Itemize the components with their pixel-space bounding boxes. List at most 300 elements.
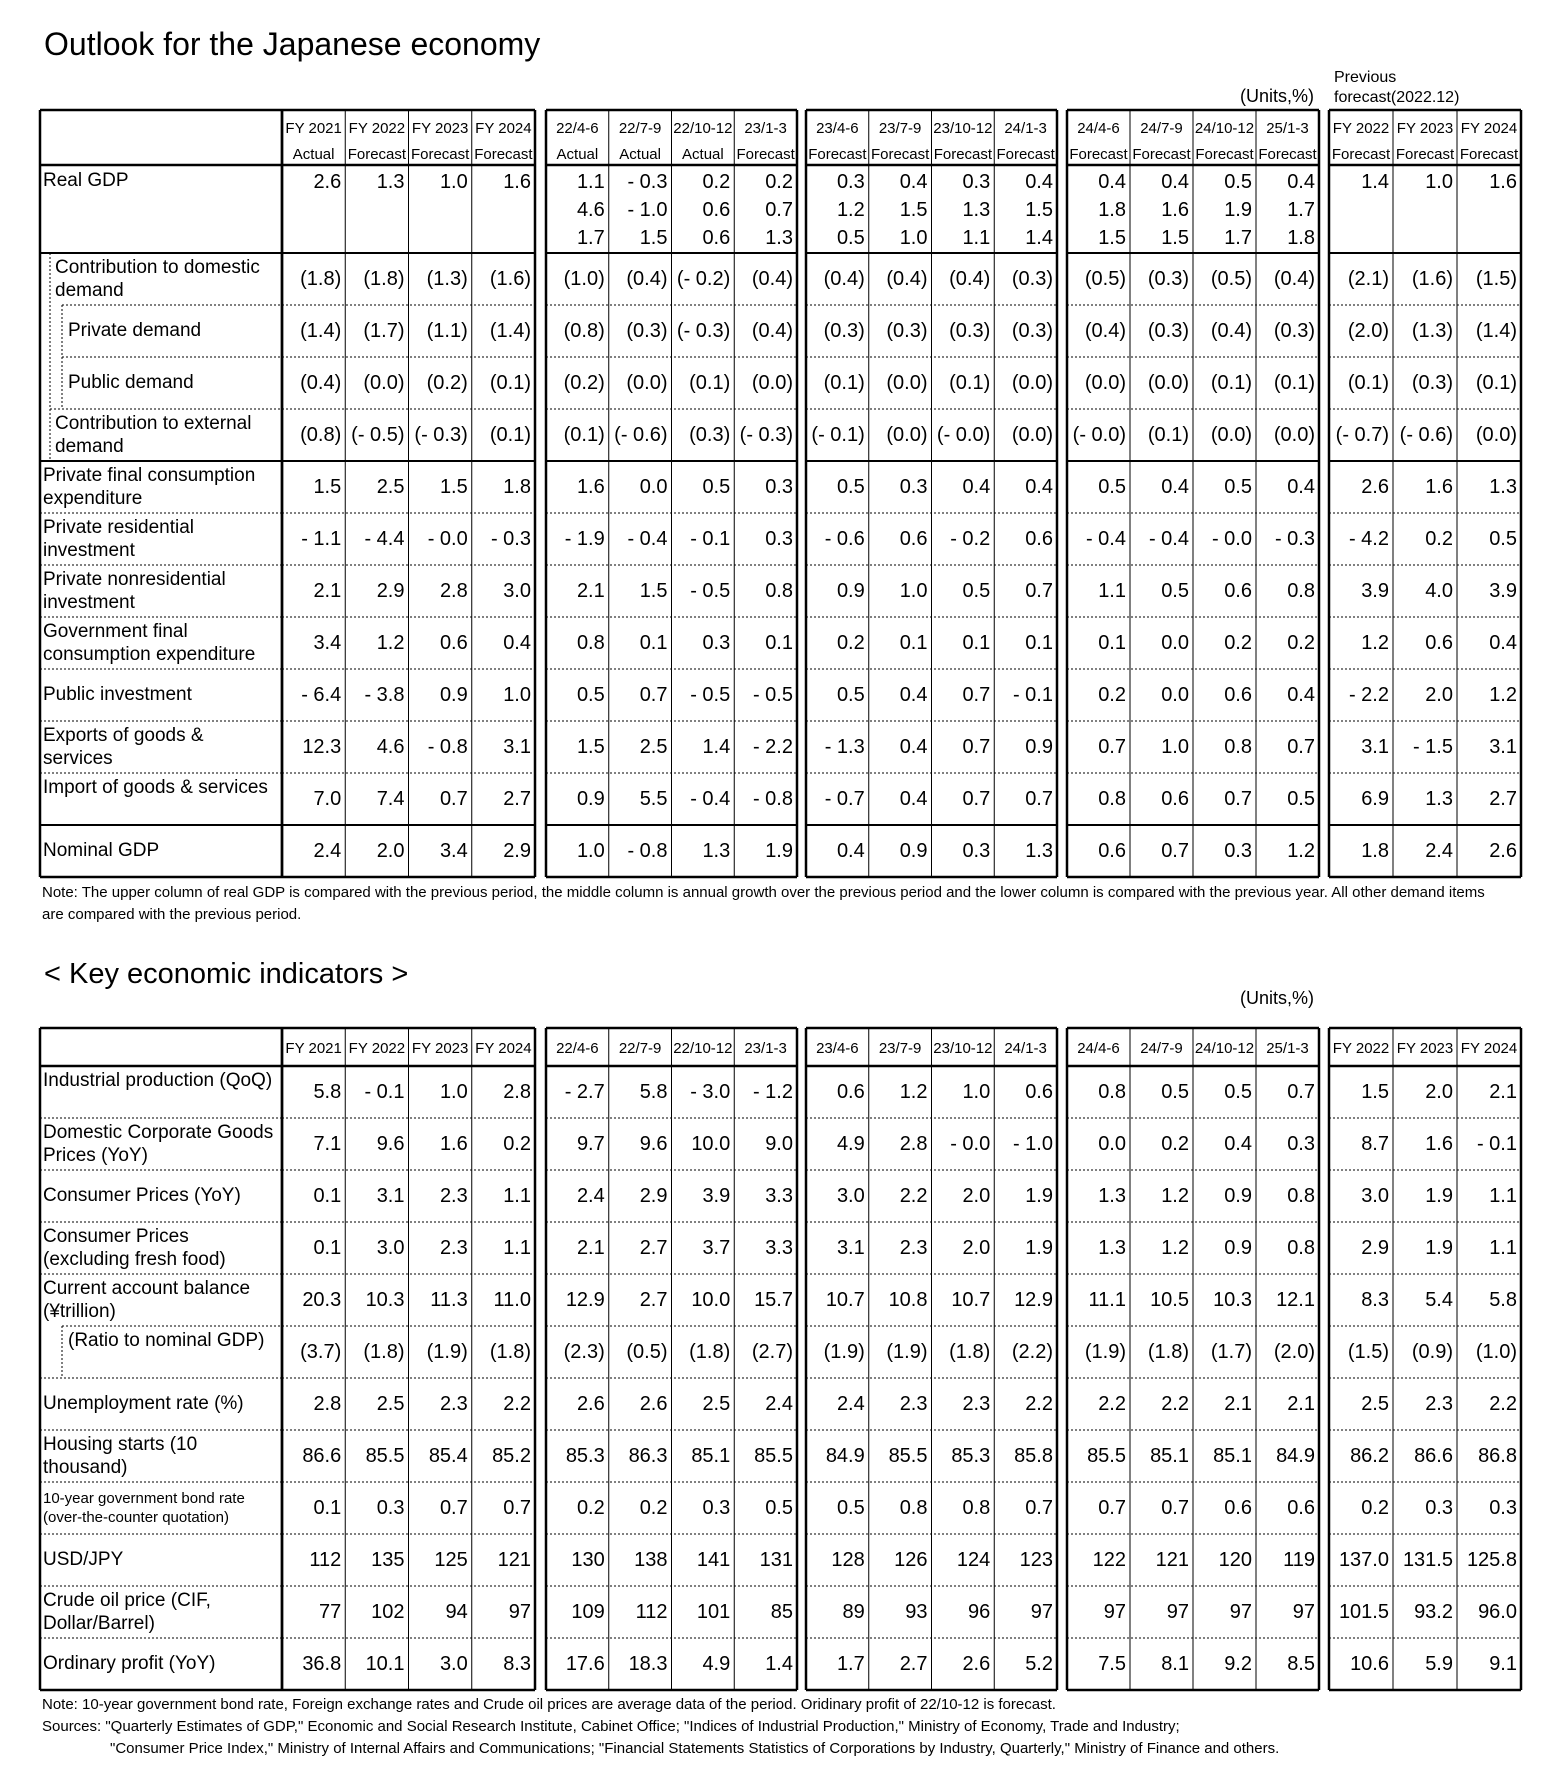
col-header-period: FY 2022: [348, 120, 406, 137]
col-header-period: FY 2022: [1332, 1040, 1390, 1057]
value-cell: - 0.1: [364, 1081, 405, 1103]
value-cell: 94: [445, 1601, 468, 1623]
row-label: Nominal GDP: [43, 840, 160, 861]
value-cell: (2.0): [1347, 320, 1389, 342]
value-cell: - 0.4: [690, 788, 731, 810]
col-header-period: 23/4-6: [816, 120, 859, 137]
col-header-period: FY 2023: [1396, 120, 1454, 137]
value-cell: - 0.0: [427, 528, 468, 550]
value-cell: 2.3: [1425, 1393, 1453, 1415]
value-cell: 1.6: [1425, 1133, 1453, 1155]
value-cell: 1.1: [503, 1237, 531, 1259]
value-cell: 141: [696, 1549, 731, 1571]
value-cell: (0.0): [626, 372, 668, 394]
value-cell: 12.9: [1014, 1289, 1053, 1311]
value-cell: (0.3): [886, 320, 928, 342]
value-cell: (0.4): [949, 268, 991, 290]
value-cell: (0.3): [949, 320, 991, 342]
value-cell: 0.7: [962, 788, 991, 810]
row-label: Ordinary profit (YoY): [43, 1653, 216, 1674]
row-label: Current account balance (¥trillion): [43, 1278, 251, 1322]
value-cell: 125: [434, 1549, 468, 1571]
col-header-status: Forecast: [1195, 146, 1254, 163]
value-cell: 10.7: [825, 1289, 865, 1311]
value-cell: 3.4: [439, 840, 468, 862]
value-cell: 8.5: [1287, 1653, 1315, 1675]
value-cell: 2.3: [439, 1237, 468, 1259]
value-cell: (2.0): [1273, 1341, 1315, 1363]
value-cell: 0.4: [899, 171, 928, 193]
col-header-period: 24/10-12: [1194, 120, 1255, 137]
value-cell: 122: [1092, 1549, 1126, 1571]
value-cell: (1.7): [1210, 1341, 1252, 1363]
row-label: Import of goods & services: [43, 777, 268, 798]
row-label: 10-year government bond rate (over-the-counter quotation): [43, 1490, 245, 1526]
value-cell: 10.7: [951, 1289, 991, 1311]
value-cell: 85.1: [691, 1445, 731, 1467]
value-cell: 0.7: [1025, 580, 1053, 602]
value-cell: 0.7: [1025, 788, 1053, 810]
value-cell: (0.1): [949, 372, 991, 394]
value-cell: 1.2: [836, 199, 865, 221]
value-cell: 0.6: [1224, 684, 1252, 706]
value-cell: 85.4: [428, 1445, 468, 1467]
value-cell: 0.1: [313, 1185, 342, 1207]
value-cell: 1.3: [702, 840, 731, 862]
value-cell: 0.7: [1098, 736, 1126, 758]
value-cell: 2.2: [1025, 1393, 1053, 1415]
col-header-status: Forecast: [736, 146, 795, 163]
value-cell: (0.4): [886, 268, 928, 290]
value-cell: 0.3: [1287, 1133, 1315, 1155]
value-cell: 0.5: [1224, 1081, 1252, 1103]
value-cell: 1.5: [1025, 199, 1053, 221]
value-cell: - 0.4: [1148, 528, 1189, 550]
value-cell: - 0.5: [690, 580, 731, 602]
col-header-period: 24/4-6: [1077, 1040, 1120, 1057]
value-cell: 0.2: [1224, 632, 1252, 654]
value-cell: - 3.0: [690, 1081, 731, 1103]
col-header-period: 23/1-3: [744, 1040, 787, 1057]
value-cell: 1.5: [1098, 227, 1126, 249]
value-cell: (0.0): [1084, 372, 1126, 394]
value-cell: 85.5: [754, 1445, 793, 1467]
value-cell: (0.1): [1273, 372, 1315, 394]
note-1: Note: The upper column of real GDP is compared with the previous period, the middle column is annual growth over the previous period and the lower column is compared with the previous year. All other demand items are compared with the previous period.: [42, 884, 1485, 923]
value-cell: (1.0): [563, 268, 605, 290]
value-cell: 0.4: [962, 476, 991, 498]
col-header-status: Actual: [682, 146, 724, 163]
value-cell: 1.3: [765, 227, 793, 249]
row-label: Government final consumption expenditure: [43, 621, 256, 665]
value-cell: (0.1): [489, 372, 531, 394]
value-cell: 0.7: [1025, 1497, 1053, 1519]
value-cell: 9.2: [1224, 1653, 1252, 1675]
value-cell: (0.3): [1273, 320, 1315, 342]
value-cell: 0.5: [1098, 476, 1126, 498]
value-cell: 2.5: [1361, 1393, 1389, 1415]
value-cell: 0.3: [899, 476, 928, 498]
value-cell: - 6.4: [301, 684, 342, 706]
value-cell: 2.4: [1425, 840, 1453, 862]
value-cell: 0.2: [1425, 528, 1453, 550]
value-cell: 121: [497, 1549, 531, 1571]
value-cell: 0.7: [765, 199, 793, 221]
value-cell: 97: [1103, 1601, 1126, 1623]
value-cell: 0.2: [765, 171, 793, 193]
value-cell: 3.3: [765, 1237, 793, 1259]
value-cell: - 0.3: [490, 528, 531, 550]
value-cell: 5.8: [639, 1081, 668, 1103]
value-cell: 2.0: [1425, 684, 1453, 706]
value-cell: 1.6: [576, 476, 605, 498]
value-cell: (- 0.3): [414, 424, 468, 446]
value-cell: 1.3: [1098, 1237, 1126, 1259]
value-cell: 2.8: [313, 1393, 342, 1415]
value-cell: - 1.3: [824, 736, 865, 758]
value-cell: (0.1): [489, 424, 531, 446]
value-cell: 135: [371, 1549, 405, 1571]
value-cell: 1.9: [1425, 1237, 1453, 1259]
value-cell: (1.8): [363, 1341, 405, 1363]
value-cell: 2.6: [639, 1393, 668, 1415]
value-cell: 2.7: [639, 1237, 668, 1259]
value-cell: (1.6): [1411, 268, 1453, 290]
value-cell: 97: [1030, 1601, 1053, 1623]
value-cell: 0.1: [1098, 632, 1126, 654]
value-cell: (0.4): [751, 320, 793, 342]
value-cell: 2.2: [1098, 1393, 1126, 1415]
value-cell: 9.7: [576, 1133, 605, 1155]
row-label: Private nonresidential investment: [43, 569, 226, 613]
col-header-period: 25/1-3: [1266, 1040, 1309, 1057]
value-cell: 1.0: [962, 1081, 991, 1103]
value-cell: 84.9: [825, 1445, 865, 1467]
value-cell: 102: [371, 1601, 405, 1623]
value-cell: 0.7: [439, 1497, 468, 1519]
value-cell: 0.3: [1489, 1497, 1517, 1519]
value-cell: 18.3: [628, 1653, 668, 1675]
value-cell: - 2.2: [1348, 684, 1389, 706]
col-header-period: 23/10-12: [933, 120, 993, 137]
value-cell: 1.4: [1025, 227, 1053, 249]
value-cell: (1.9): [426, 1341, 468, 1363]
value-cell: (1.4): [1475, 320, 1517, 342]
value-cell: 2.8: [503, 1081, 531, 1103]
value-cell: (1.9): [886, 1341, 928, 1363]
value-cell: 0.3: [376, 1497, 405, 1519]
value-cell: - 2.7: [564, 1081, 605, 1103]
value-cell: 2.7: [899, 1653, 928, 1675]
value-cell: 86.6: [1414, 1445, 1453, 1467]
value-cell: 0.7: [1287, 1081, 1315, 1103]
value-cell: 0.2: [1098, 684, 1126, 706]
value-cell: (- 0.6): [1399, 424, 1453, 446]
value-cell: 2.0: [962, 1185, 991, 1207]
value-cell: 20.3: [302, 1289, 342, 1311]
value-cell: (0.3): [626, 320, 668, 342]
value-cell: (0.5): [1210, 268, 1252, 290]
value-cell: 0.3: [1425, 1497, 1453, 1519]
value-cell: (0.3): [1411, 372, 1453, 394]
value-cell: 2.7: [1489, 788, 1517, 810]
value-cell: (0.5): [1084, 268, 1126, 290]
col-header-period: 25/1-3: [1266, 120, 1309, 137]
value-cell: 0.4: [1224, 1133, 1252, 1155]
value-cell: 3.9: [1489, 580, 1517, 602]
value-cell: (0.4): [626, 268, 668, 290]
value-cell: 0.4: [1161, 476, 1189, 498]
value-cell: - 1.5: [1412, 736, 1453, 758]
value-cell: 1.1: [503, 1185, 531, 1207]
value-cell: 1.3: [1425, 788, 1453, 810]
value-cell: 1.0: [576, 840, 605, 862]
value-cell: 1.7: [1224, 227, 1252, 249]
value-cell: 0.3: [962, 171, 991, 193]
col-header-period: 24/7-9: [1140, 1040, 1183, 1057]
col-header-period: FY 2022: [348, 1040, 406, 1057]
value-cell: (0.1): [1147, 424, 1189, 446]
col-header-period: 22/10-12: [673, 120, 733, 137]
col-header-status: Actual: [619, 146, 661, 163]
value-cell: 10.1: [365, 1653, 405, 1675]
value-cell: 2.8: [439, 580, 468, 602]
value-cell: 0.5: [836, 684, 865, 706]
value-cell: 1.0: [1161, 736, 1189, 758]
value-cell: 2.9: [639, 1185, 668, 1207]
value-cell: 0.6: [1025, 528, 1053, 550]
col-header-status: Forecast: [1069, 146, 1128, 163]
value-cell: 0.5: [962, 580, 991, 602]
value-cell: 119: [1283, 1549, 1315, 1571]
value-cell: (- 0.5): [351, 424, 405, 446]
value-cell: - 0.0: [1211, 528, 1252, 550]
col-header-period: FY 2023: [1396, 1040, 1454, 1057]
value-cell: (0.1): [1347, 372, 1389, 394]
value-cell: (1.4): [300, 320, 342, 342]
value-cell: 11.1: [1088, 1289, 1126, 1311]
value-cell: (0.4): [1210, 320, 1252, 342]
value-cell: 0.3: [702, 1497, 731, 1519]
value-cell: 5.8: [313, 1081, 342, 1103]
col-header-period: 24/7-9: [1140, 120, 1183, 137]
col-header-period: 24/10-12: [1194, 1040, 1255, 1057]
value-cell: 0.2: [1161, 1133, 1189, 1155]
row-label: Private demand: [68, 320, 202, 341]
col-header-period: 23/10-12: [933, 1040, 993, 1057]
value-cell: 1.6: [503, 171, 531, 193]
value-cell: 4.9: [836, 1133, 865, 1155]
value-cell: 1.5: [639, 580, 668, 602]
col-header-period: 23/4-6: [816, 1040, 859, 1057]
value-cell: 130: [571, 1549, 605, 1571]
value-cell: (0.0): [1210, 424, 1252, 446]
value-cell: 0.3: [836, 171, 865, 193]
value-cell: - 0.0: [950, 1133, 991, 1155]
value-cell: (- 0.1): [811, 424, 865, 446]
value-cell: 97: [1229, 1601, 1252, 1623]
value-cell: 131.5: [1402, 1549, 1453, 1571]
value-cell: (0.8): [300, 424, 342, 446]
value-cell: 0.7: [1161, 1497, 1189, 1519]
value-cell: 0.3: [962, 840, 991, 862]
row-label: Real GDP: [43, 170, 129, 191]
value-cell: (- 0.3): [739, 424, 793, 446]
value-cell: 0.9: [1224, 1237, 1252, 1259]
value-cell: 1.6: [1489, 171, 1517, 193]
value-cell: 9.1: [1489, 1653, 1517, 1675]
col-header-status: Forecast: [474, 146, 533, 163]
col-header-period: FY 2024: [1460, 120, 1518, 137]
value-cell: 7.1: [313, 1133, 342, 1155]
value-cell: (0.0): [1011, 424, 1053, 446]
value-cell: (3.7): [300, 1341, 342, 1363]
value-cell: 96: [968, 1601, 991, 1623]
value-cell: 12.9: [565, 1289, 605, 1311]
value-cell: 1.0: [899, 227, 928, 249]
value-cell: 1.3: [962, 199, 991, 221]
value-cell: 0.4: [1025, 476, 1053, 498]
value-cell: 1.1: [576, 171, 605, 193]
value-cell: 128: [831, 1549, 865, 1571]
value-cell: (0.1): [689, 372, 731, 394]
value-cell: 89: [842, 1601, 865, 1623]
value-cell: 0.7: [962, 736, 991, 758]
value-cell: (0.1): [1475, 372, 1517, 394]
value-cell: (2.2): [1011, 1341, 1053, 1363]
value-cell: 10.5: [1150, 1289, 1189, 1311]
value-cell: 0.2: [639, 1497, 668, 1519]
value-cell: 0.6: [1098, 840, 1126, 862]
value-cell: - 1.9: [564, 528, 605, 550]
value-cell: 0.2: [1361, 1497, 1389, 1519]
value-cell: 85.8: [1014, 1445, 1053, 1467]
value-cell: 1.5: [576, 736, 605, 758]
row-label: Industrial production (QoQ): [43, 1070, 273, 1091]
value-cell: 3.1: [1489, 736, 1517, 758]
value-cell: 93: [905, 1601, 928, 1623]
value-cell: 0.7: [1224, 788, 1252, 810]
value-cell: (0.4): [823, 268, 865, 290]
value-cell: 0.0: [1161, 632, 1189, 654]
value-cell: 126: [894, 1549, 928, 1571]
row-label: USD/JPY: [43, 1549, 124, 1570]
value-cell: 9.0: [765, 1133, 793, 1155]
value-cell: 2.4: [576, 1185, 605, 1207]
value-cell: 0.6: [1224, 580, 1252, 602]
value-cell: 9.6: [376, 1133, 405, 1155]
value-cell: (0.0): [886, 424, 928, 446]
value-cell: 1.0: [439, 1081, 468, 1103]
value-cell: 0.1: [313, 1497, 342, 1519]
value-cell: 0.1: [1025, 632, 1053, 654]
value-cell: 1.1: [1489, 1237, 1517, 1259]
outlook-title: Outlook for the Japanese economy: [44, 26, 541, 62]
value-cell: 1.9: [1025, 1185, 1053, 1207]
value-cell: 4.0: [1425, 580, 1453, 602]
value-cell: 0.5: [1287, 788, 1315, 810]
value-cell: 86.8: [1478, 1445, 1517, 1467]
value-cell: 11.0: [493, 1289, 531, 1311]
value-cell: - 3.8: [364, 684, 405, 706]
value-cell: 0.8: [1287, 1237, 1315, 1259]
value-cell: - 0.7: [824, 788, 865, 810]
value-cell: (2.3): [563, 1341, 605, 1363]
value-cell: 0.7: [1098, 1497, 1126, 1519]
row-label: (Ratio to nominal GDP): [68, 1330, 265, 1351]
value-cell: (0.0): [1011, 372, 1053, 394]
value-cell: 3.9: [1361, 580, 1389, 602]
value-cell: 1.0: [1425, 171, 1453, 193]
value-cell: 17.6: [565, 1653, 605, 1675]
value-cell: - 0.3: [627, 171, 668, 193]
value-cell: - 0.1: [1476, 1133, 1517, 1155]
value-cell: (1.8): [300, 268, 342, 290]
value-cell: 1.7: [1287, 199, 1315, 221]
value-cell: 2.5: [702, 1393, 731, 1415]
col-header-status: Forecast: [808, 146, 867, 163]
value-cell: 0.3: [765, 528, 793, 550]
value-cell: 0.8: [1098, 1081, 1126, 1103]
value-cell: (1.8): [489, 1341, 531, 1363]
value-cell: 1.0: [439, 171, 468, 193]
row-label: Domestic Corporate Goods Prices (YoY): [43, 1122, 274, 1166]
value-cell: 0.5: [1224, 476, 1252, 498]
value-cell: 85.5: [1087, 1445, 1126, 1467]
value-cell: 0.6: [1425, 632, 1453, 654]
value-cell: 85: [770, 1601, 793, 1623]
value-cell: 1.5: [313, 476, 342, 498]
value-cell: 0.8: [962, 1497, 991, 1519]
value-cell: 0.9: [576, 788, 605, 810]
value-cell: 7.4: [376, 788, 405, 810]
value-cell: 0.5: [1161, 580, 1189, 602]
value-cell: 2.6: [1361, 476, 1389, 498]
value-cell: 0.0: [639, 476, 668, 498]
value-cell: 10.0: [691, 1133, 731, 1155]
col-header-period: 22/4-6: [556, 1040, 599, 1057]
value-cell: 1.7: [836, 1653, 865, 1675]
value-cell: 2.1: [576, 580, 605, 602]
value-cell: (0.2): [563, 372, 605, 394]
col-header-status: Forecast: [870, 146, 930, 163]
value-cell: 0.5: [702, 476, 731, 498]
row-label: Public demand: [68, 372, 194, 393]
note-2: Note: 10-year government bond rate, Foreign exchange rates and Crude oil prices are average data of the period. Oridinary profit of 22/10-12 is forecast.: [42, 1696, 1056, 1713]
value-cell: 0.4: [1161, 171, 1189, 193]
value-cell: 0.3: [1224, 840, 1252, 862]
value-cell: 3.1: [503, 736, 531, 758]
value-cell: 1.6: [1161, 199, 1189, 221]
value-cell: 12.3: [302, 736, 342, 758]
value-cell: 0.7: [503, 1497, 531, 1519]
value-cell: 112: [309, 1549, 342, 1571]
value-cell: - 4.2: [1348, 528, 1389, 550]
value-cell: 3.3: [765, 1185, 793, 1207]
value-cell: - 0.5: [752, 684, 793, 706]
value-cell: 85.1: [1150, 1445, 1189, 1467]
value-cell: 0.5: [1224, 171, 1252, 193]
previous-forecast-line1: Previous: [1334, 69, 1397, 86]
value-cell: 0.4: [899, 736, 928, 758]
value-cell: 1.2: [376, 632, 405, 654]
col-header-status: Forecast: [1132, 146, 1191, 163]
value-cell: 1.1: [1098, 580, 1126, 602]
value-cell: 3.7: [702, 1237, 731, 1259]
value-cell: - 0.8: [752, 788, 793, 810]
value-cell: 2.3: [439, 1185, 468, 1207]
value-cell: - 0.8: [427, 736, 468, 758]
